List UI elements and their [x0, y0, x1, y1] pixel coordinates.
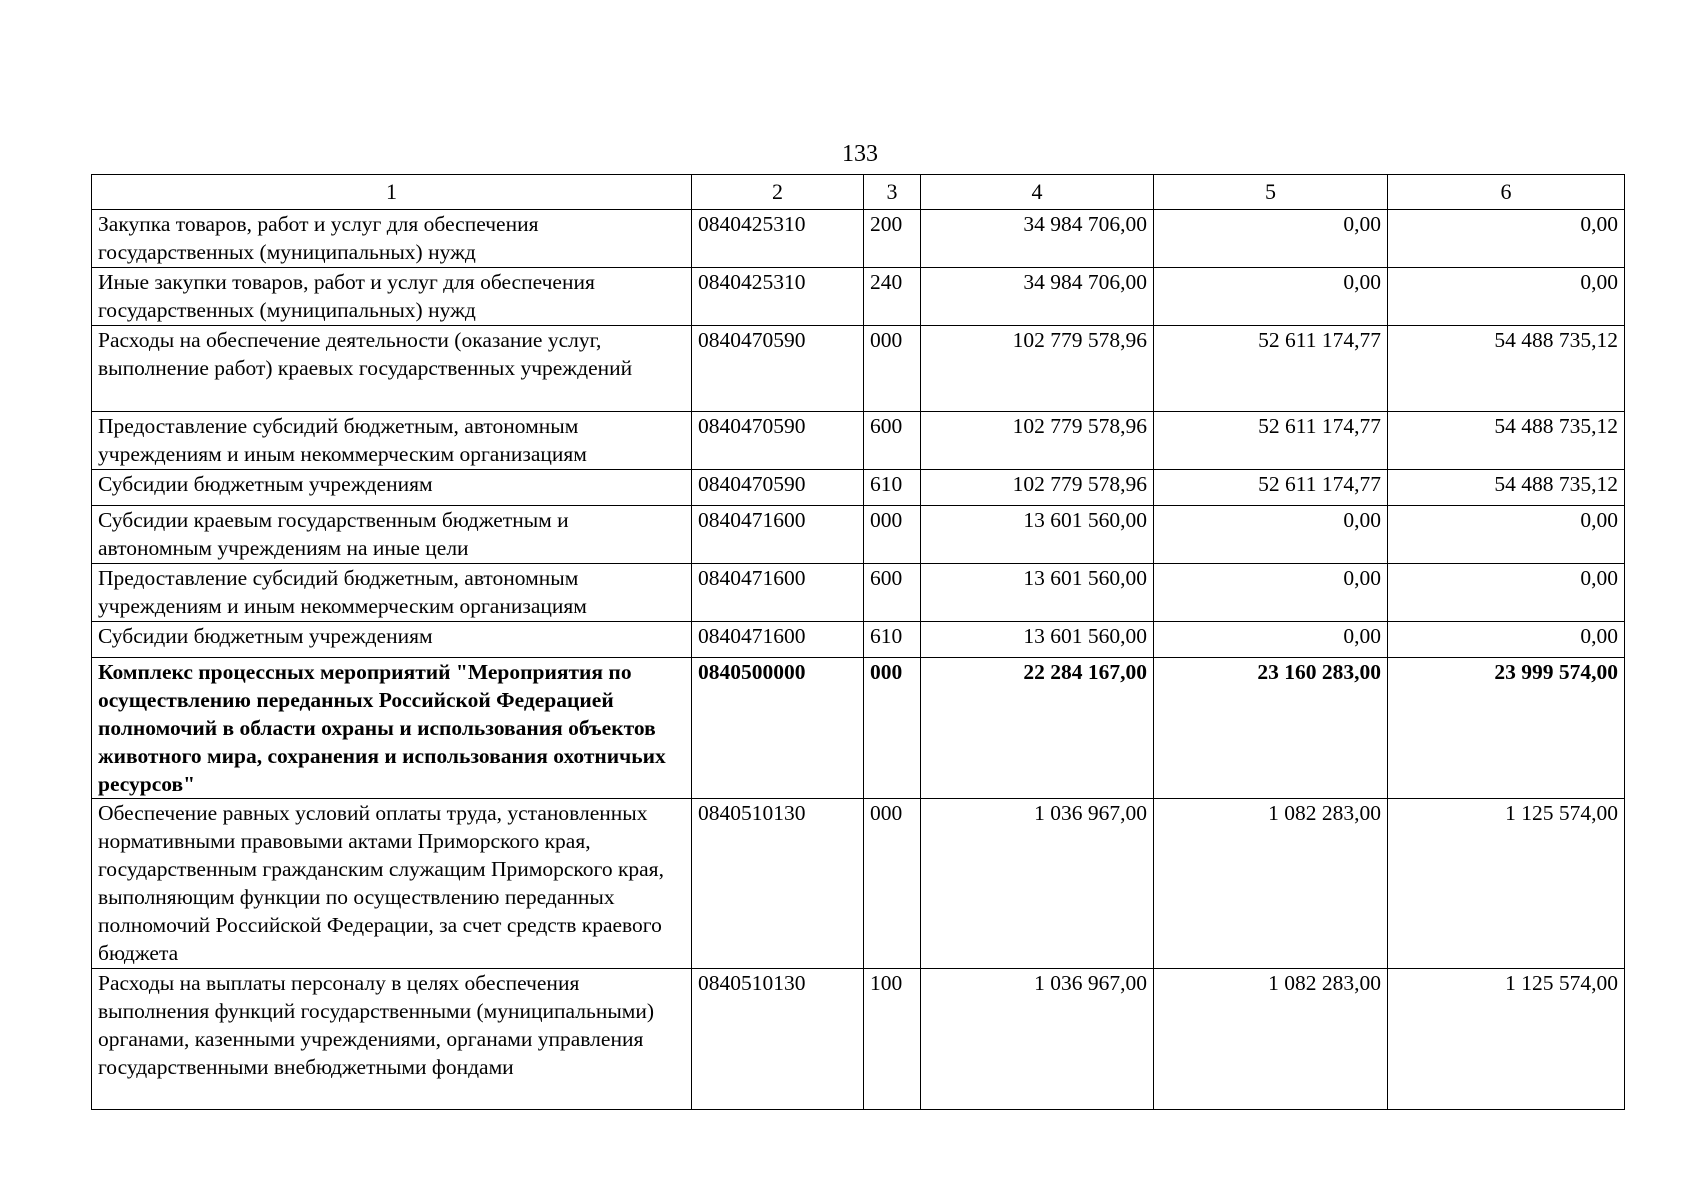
row-amount-col6: 0,00	[1388, 210, 1625, 268]
row-expense-type: 000	[864, 326, 921, 412]
row-amount-col5: 23 160 283,00	[1154, 658, 1388, 799]
row-expense-type: 000	[864, 799, 921, 969]
row-name: Предоставление субсидий бюджетным, автономным учреждениям и иным некоммерческим организациям	[92, 564, 692, 622]
row-amount-col6: 0,00	[1388, 268, 1625, 326]
row-expense-type: 610	[864, 470, 921, 506]
row-name: Иные закупки товаров, работ и услуг для обеспечения государственных (муниципальных) нужд	[92, 268, 692, 326]
row-name: Комплекс процессных мероприятий "Мероприятия по осуществлению переданных Российской Федерацией полномочий в области охраны и использования объектов животного мира, сохранения и использования охотничьих ресурсов"	[92, 658, 692, 799]
row-expense-type: 000	[864, 506, 921, 564]
column-header: 5	[1154, 175, 1388, 210]
row-code: 0840470590	[692, 326, 864, 412]
row-code: 0840425310	[692, 210, 864, 268]
row-amount-col5: 0,00	[1154, 564, 1388, 622]
row-amount-col6: 54 488 735,12	[1388, 412, 1625, 470]
column-header: 4	[921, 175, 1154, 210]
row-amount-col5: 52 611 174,77	[1154, 470, 1388, 506]
table-row	[92, 564, 1625, 622]
row-name: Субсидии бюджетным учреждениям	[92, 622, 692, 658]
row-code: 0840500000	[692, 658, 864, 799]
table-row	[92, 658, 1625, 799]
table-row	[92, 622, 1625, 658]
row-expense-type: 240	[864, 268, 921, 326]
row-code: 0840510130	[692, 799, 864, 969]
column-header: 2	[692, 175, 864, 210]
row-expense-type: 200	[864, 210, 921, 268]
row-amount-col6: 0,00	[1388, 622, 1625, 658]
row-amount-col4: 13 601 560,00	[921, 622, 1154, 658]
row-amount-col4: 1 036 967,00	[921, 969, 1154, 1110]
row-amount-col5: 0,00	[1154, 506, 1388, 564]
row-amount-col4: 13 601 560,00	[921, 564, 1154, 622]
row-name: Закупка товаров, работ и услуг для обеспечения государственных (муниципальных) нужд	[92, 210, 692, 268]
column-header: 6	[1388, 175, 1625, 210]
table-row	[92, 326, 1625, 412]
row-name: Расходы на выплаты персоналу в целях обеспечения выполнения функций государственными (муниципальными) органами, казенными учреждениями, органами управления государственными внебюджетными фондами	[92, 969, 692, 1110]
row-amount-col5: 0,00	[1154, 210, 1388, 268]
row-expense-type: 600	[864, 412, 921, 470]
row-amount-col4: 13 601 560,00	[921, 506, 1154, 564]
row-expense-type: 610	[864, 622, 921, 658]
table-row	[92, 268, 1625, 326]
row-amount-col6: 54 488 735,12	[1388, 326, 1625, 412]
row-code: 0840510130	[692, 969, 864, 1110]
row-amount-col5: 52 611 174,77	[1154, 412, 1388, 470]
table-header-row	[92, 175, 1625, 210]
row-name: Субсидии краевым государственным бюджетным и автономным учреждениям на иные цели	[92, 506, 692, 564]
row-amount-col5: 0,00	[1154, 622, 1388, 658]
row-amount-col4: 34 984 706,00	[921, 268, 1154, 326]
row-amount-col5: 0,00	[1154, 268, 1388, 326]
row-amount-col4: 102 779 578,96	[921, 326, 1154, 412]
row-amount-col5: 1 082 283,00	[1154, 799, 1388, 969]
row-expense-type: 100	[864, 969, 921, 1110]
row-amount-col4: 102 779 578,96	[921, 470, 1154, 506]
table-row	[92, 969, 1625, 1110]
budget-table	[91, 174, 1625, 1110]
table-row	[92, 470, 1625, 506]
row-name: Субсидии бюджетным учреждениям	[92, 470, 692, 506]
row-amount-col4: 22 284 167,00	[921, 658, 1154, 799]
row-amount-col6: 0,00	[1388, 506, 1625, 564]
row-name: Расходы на обеспечение деятельности (оказание услуг, выполнение работ) краевых государственных учреждений	[92, 326, 692, 412]
column-header: 1	[92, 175, 692, 210]
row-code: 0840470590	[692, 412, 864, 470]
page-number: 133	[842, 141, 878, 167]
table-row	[92, 210, 1625, 268]
column-header: 3	[864, 175, 921, 210]
row-amount-col6: 54 488 735,12	[1388, 470, 1625, 506]
table-row	[92, 799, 1625, 969]
row-amount-col4: 1 036 967,00	[921, 799, 1154, 969]
row-amount-col6: 23 999 574,00	[1388, 658, 1625, 799]
table-row	[92, 506, 1625, 564]
row-code: 0840471600	[692, 622, 864, 658]
row-amount-col5: 1 082 283,00	[1154, 969, 1388, 1110]
row-name: Предоставление субсидий бюджетным, автономным учреждениям и иным некоммерческим организациям	[92, 412, 692, 470]
row-amount-col6: 0,00	[1388, 564, 1625, 622]
table-row	[92, 412, 1625, 470]
row-code: 0840471600	[692, 506, 864, 564]
row-expense-type: 600	[864, 564, 921, 622]
row-amount-col6: 1 125 574,00	[1388, 969, 1625, 1110]
row-amount-col6: 1 125 574,00	[1388, 799, 1625, 969]
row-amount-col5: 52 611 174,77	[1154, 326, 1388, 412]
row-code: 0840470590	[692, 470, 864, 506]
row-expense-type: 000	[864, 658, 921, 799]
row-code: 0840471600	[692, 564, 864, 622]
row-name: Обеспечение равных условий оплаты труда, установленных нормативными правовыми актами Приморского края, государственным гражданским служащим Приморского края, выполняющим функции по осуществлению переданных полномочий Российской Федерации, за счет средств краевого бюджета	[92, 799, 692, 969]
row-code: 0840425310	[692, 268, 864, 326]
row-amount-col4: 102 779 578,96	[921, 412, 1154, 470]
row-amount-col4: 34 984 706,00	[921, 210, 1154, 268]
